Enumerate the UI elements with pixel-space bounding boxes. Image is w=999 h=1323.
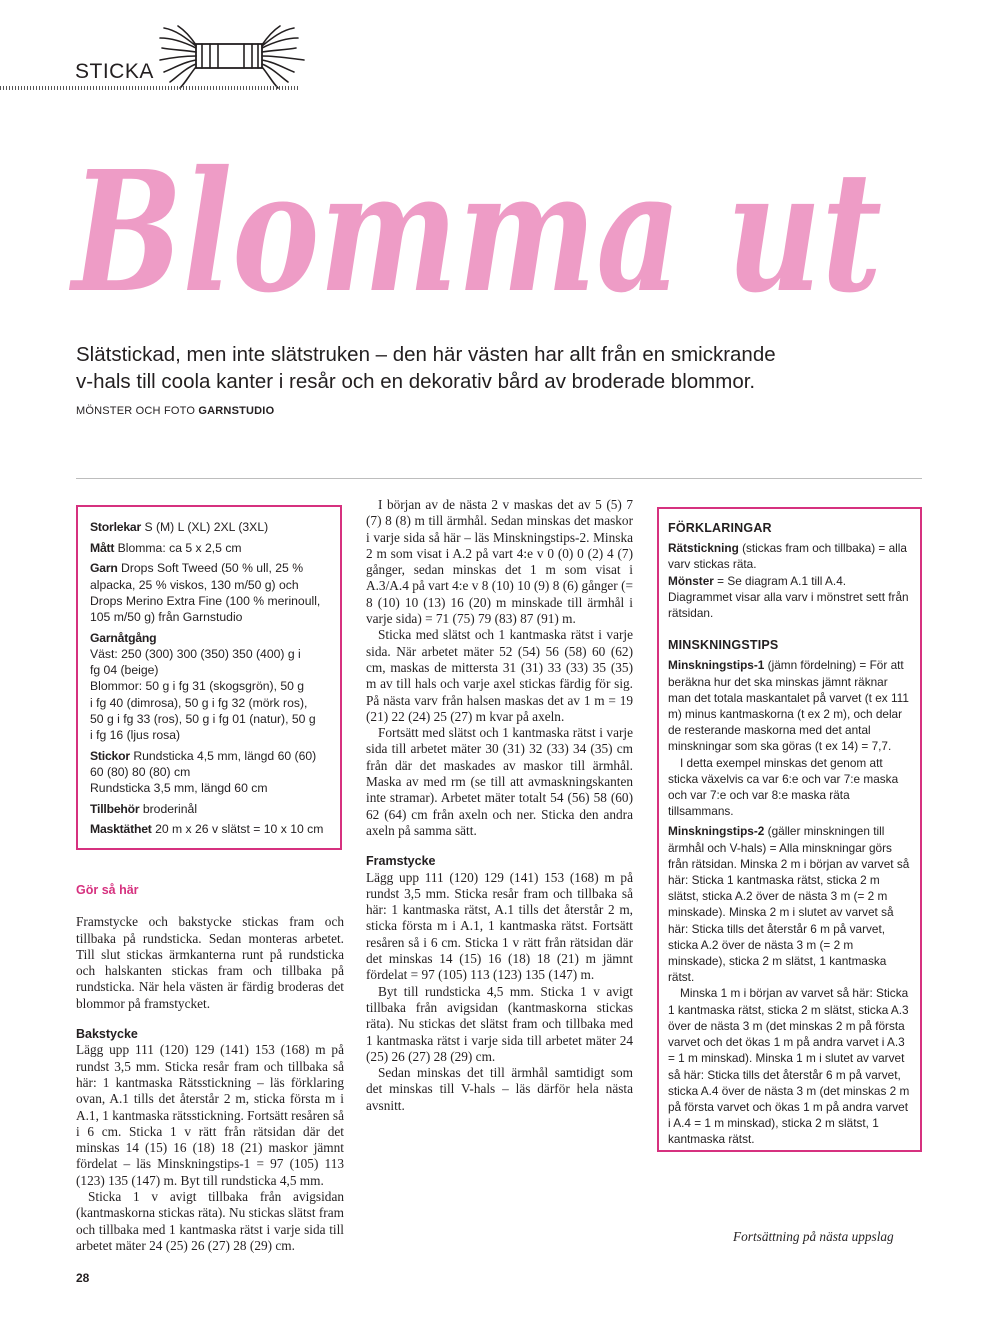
yarn-line: Drops Merino Extra Fine (100 % merinoull, — [90, 593, 321, 608]
explanations-box — [657, 507, 922, 1152]
back-paragraph: Sticka med slätst och 1 kantmaska rätst i varje sida. När arbetet mäter 52 (54) 56 (58) 60 (62) cm, maskas de mittersta 31 (31) 33 (33) 35 (35) m av till hals och varje axel stickas färdig för sig. På nästa varv från halsen maskas det av 1 m = 19 (21) 22 (24) 25 (27) m kvar på axeln. — [366, 627, 633, 724]
measure-label: Mått — [90, 540, 115, 555]
back-heading: Bakstycke — [76, 1027, 138, 1042]
gauge — [90, 821, 330, 837]
back-paragraph: I början av de nästa 2 v maskas det av 5 (5) 7 (7) 8 (8) m till ärmhål. Sedan minskas det maskor i varje sida så här – läs Minskningstips-2. Minska 2 m som visat i A.2 på vart 4:e v 0 (0) 0 (2) 4 (7) gånger, sedan minskas det 1 m som visat i A.3/A.4 på vart 4:e v 8 (10) 10 (9) 8 (6) gånger (= 8 (10) 10 (13) 16 (20) m minskade till ärmhål i varje sida) = 71 (75) 79 (83) 87 (91) m. — [366, 497, 633, 627]
accessories — [90, 801, 330, 817]
needles — [90, 748, 330, 797]
how-text: Framstycke och bakstycke stickas fram och tillbaka på rundsticka. Sedan monteras arbetet. Till slut stickas ärmkanterna runt på rundsticka och halskanten stickas fram och tillbaka på rundsticka. När hela västen är färdig broderas det blommor på framstycket. — [76, 914, 344, 1011]
consumption-label: Garnåtgång — [90, 630, 157, 645]
front-paragraph: Sedan minskas det till ärmhål samtidigt som det minskas till V-hals – läs därför hela nästa avsnitt. — [366, 1065, 633, 1113]
consumption-line: 50 g i fg 33 (ros), 50 g i fg 01 (natur), 50 g — [90, 711, 316, 726]
tip-1-label: Minskningstips-1 — [668, 658, 765, 673]
needles-line: 60 (80) 80 (80) cm — [90, 764, 191, 779]
tip-1-text: (jämn fördelning) = För att beräkna hur det ska minskas jämnt räknar man det totala maskantalet på varvet (t ex 111 m) minus kantmaskorna (t ex 2 m), och delar de resterande maskorna med det antal minskningar som ska göras (t ex 14) = 7,7. — [668, 658, 909, 754]
pattern-label: Mönster — [668, 573, 714, 588]
yarn-consumption — [90, 630, 330, 743]
credit — [76, 405, 274, 417]
yarn-line: 105 m/50 g) från Garnstudio — [90, 610, 243, 625]
back-paragraph: Fortsätt med slätst och 1 kantmaska rätst i varje sida till arbetet mäter 30 (31) 32 (33) 34 (35) cm från där det maskades av maskor till ärmhål. Maska av med rm (se till att avmaskningskanten inte stramar). Arbetet mäter totalt 54 (56) 58 (60) 62 (64) cm från axeln och ner. Sticka den andra axeln på samma sätt. — [366, 725, 633, 838]
how-heading: Gör så här — [76, 883, 139, 897]
consumption-line: Blommor: 50 g i fg 31 (skogsgrön), 50 g — [90, 679, 305, 694]
page-number: 28 — [76, 1271, 90, 1285]
materials-box — [76, 505, 342, 850]
garter-text: (stickas fram och tillbaka) = alla varv stickas räta. — [668, 541, 907, 572]
tip-2 — [668, 823, 912, 985]
yarn-line: Drops Soft Tweed (50 % ull, 25 % — [121, 561, 304, 576]
garter-label: Rätstickning — [668, 541, 739, 556]
garter-definition — [668, 540, 912, 572]
back-paragraph: Sticka 1 v avigt tillbaka från avigsidan (kantmaskorna stickas räta). Nu stickas slätst fram och tillbaka med 1 kantmaska rätst i varje sida till arbetet mäter 24 (25) 26 (27) 28 (29) cm. — [76, 1189, 344, 1253]
consumption-line: i fg 16 (ljus rosa) — [90, 727, 181, 742]
needles-label: Stickor — [90, 748, 130, 763]
sizes — [90, 519, 330, 535]
consumption-line: Väst: 250 (300) 300 (350) 350 (400) g i — [90, 646, 301, 661]
tip-1 — [668, 657, 912, 754]
yarn-skein-icon — [158, 24, 306, 90]
yarn-line: alpacka, 25 % viskos, 130 m/50 g) och — [90, 577, 299, 592]
header-dotted-rule — [0, 86, 300, 90]
gauge-label: Masktäthet — [90, 822, 152, 837]
measure — [90, 540, 330, 556]
yarn-label: Garn — [90, 561, 118, 576]
accessories-label: Tillbehör — [90, 801, 140, 816]
headline-text: Blomma ut — [68, 135, 883, 330]
pattern-text: = Se diagram A.1 till A.4. Diagrammet visar alla varv i mönstret sett från rätsidan. — [668, 573, 909, 621]
accessories-value: broderinål — [142, 801, 198, 816]
sizes-label: Storlekar — [90, 520, 142, 534]
front-paragraph: Byt till rundsticka 4,5 mm. Sticka 1 v avigt tillbaka från avigsidan (kantmaskorna stickas räta). Nu stickas det slätst fram och tillbaka med 1 kantmaska rätst i varje sida till arbetet mäter 24 (25) 26 (27) 28 (29) cm. — [366, 983, 633, 1064]
gauge-value: 20 m x 26 v slätst = 10 x 10 cm — [155, 822, 324, 837]
needles-line: Rundsticka 3,5 mm, längd 60 cm — [90, 781, 268, 796]
divider — [76, 478, 922, 479]
tip-2-single-decrease: Minska 1 m i början av varvet så här: Sticka 1 kantmaska rätst, sticka 2 m slätst, sticka A.3 över de nästa 3 m (det minskas 2 m på första varvet och det ökas 1 m på andra varvet i A.3 = 1 m minskad). Minska 1 m i slutet av varvet så här: Sticka tills det återstår 6 m på varvet, sticka A.4 över de nästa 3 m (det minskas 2 m på första varvet och ökas 1 m på andra varvet i A.4 = 1 m minskad), sticka 2 m slätst, 1 kantmaska rätst. — [668, 986, 910, 1147]
consumption-line: fg 04 (beige) — [90, 663, 159, 678]
consumption-line: i fg 40 (dimrosa), 50 g i fg 32 (mörk ros), — [90, 695, 308, 710]
needles-line: Rundsticka 4,5 mm, längd 60 (60) — [133, 748, 317, 763]
intro-line: Slätstickad, men inte slätstruken – den här västen har allt från en smickrande — [76, 343, 776, 366]
back-paragraph: Lägg upp 111 (120) 129 (141) 153 (168) m på rundst 3,5 mm. Sticka resår fram och tillbaka så här: 1 kantmaska Rätsstickning – läs förklaring ovan, A.1 tills det återstår 2 m, sticka första m i A.1, 1 kantmaska rätsstickning. Fortsätt resåren så i 6 cm. Sticka 1 v rätt från rätsidan där det minskas 14 (15) 16 (18) 18 (21) maskor jämnt fördelat – läs Minskningstips-1 = 97 (105) 113 (123) 135 (147) m. Byt till rundsticka 4,5 mm. — [76, 1042, 344, 1188]
decrease-tips-heading: MINSKNINGSTIPS — [668, 638, 779, 653]
sizes-value: S (M) L (XL) 2XL (3XL) — [144, 520, 269, 534]
front-heading: Framstycke — [366, 854, 436, 869]
headline — [60, 135, 940, 330]
front-paragraph: Lägg upp 111 (120) 129 (141) 153 (168) m på rundst 3,5 mm. Sticka resår fram och tillbaka så här: 1 kantmaska rätst, A.1 tills det återstår 2 m, sticka första m i A.1, 1 kantmaska rätst. Fortsätt resåren så i 6 cm. Sticka 1 v rätt från rätsidan där det minskas 14 (15) 16 (18) 18 (21) m jämnt fördelat = 97 (105) 113 (123) 135 (147) m. — [366, 869, 633, 983]
instructions-column-2 — [366, 497, 633, 1114]
tip-1-example: I detta exempel minskas det genom att sticka växelvis ca var 6:e och var 7:e maska och var 7:e och var 8:e maska räta tillsammans. — [668, 755, 899, 819]
measure-value: Blomma: ca 5 x 2,5 cm — [117, 540, 242, 555]
intro-text — [76, 341, 916, 395]
intro-line: v-hals till coola kanter i resår och en dekorativ bård av broderade blommor. — [76, 370, 756, 393]
credit-label: MÖNSTER OCH FOTO — [76, 405, 196, 417]
continued-note: Fortsättning på nästa uppslag — [733, 1229, 894, 1244]
instructions-column-1 — [76, 882, 344, 1254]
yarn — [90, 560, 330, 625]
credit-name: GARNSTUDIO — [198, 405, 275, 417]
tip-2-label: Minskningstips-2 — [668, 824, 765, 839]
explanations-heading: FÖRKLARINGAR — [668, 521, 772, 535]
pattern-definition — [668, 573, 912, 622]
tip-2-text: (gäller minskningen till ärmhål och V-hals) = Alla minskningar görs från rätsidan. Minska 2 m i början av varvet så här: Sticka 1 kantmaska rätst, sticka 2 m slätst, sticka A.2 över de nästa 3 m (= 2 m minskade). Minska 2 m i slutet av varvet så här: Sticka tills det återstår 6 m på varvet, sticka A.2 över de nästa 3 m (= 2 m minskade), sticka 2 m slätst, 1 kantmaska rätst. — [668, 824, 910, 985]
section-label: STICKA — [75, 60, 154, 83]
